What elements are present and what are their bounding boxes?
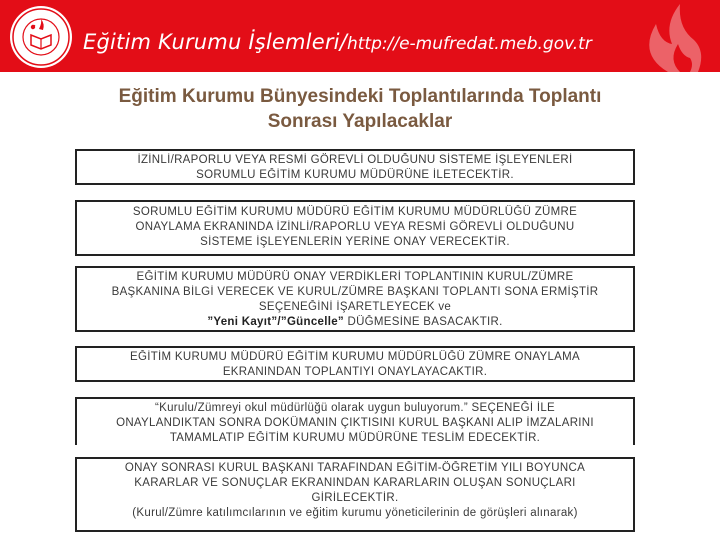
info-box-5	[75, 397, 635, 445]
info-box-2-line-3: SİSTEME İŞLEYENLERİN YERİNE ONAY VERECEKTİR.	[200, 236, 510, 248]
header-banner	[0, 0, 720, 72]
info-box-4-line-2: EKRANINDAN TOPLANTIYI ONAYLAYACAKTIR.	[222, 366, 488, 378]
info-box-5-line-2: ONAYLANDIKTAN SONRA DOKÜMANIN ÇIKTISINI KURUL BAŞKANI ALIP İMZALARINI	[116, 417, 594, 429]
info-box-3-line-4	[77, 315, 633, 330]
info-box-1-line-2: SORUMLU EĞİTİM KURUMU MÜDÜRÜNE İLETECEKTİR.	[196, 169, 514, 181]
info-box-3-line-2: BAŞKANINA BİLGİ VERECEK VE KURUL/ZÜMRE BAŞKANI TOPLANTI SONA ERMİŞTİR	[111, 286, 599, 298]
banner-title-main: Eğitim Kurumu İşlemleri/	[83, 30, 347, 54]
info-box-4	[75, 346, 635, 382]
info-box-2	[75, 200, 635, 256]
heading-line-2: Sonrası Yapılacaklar	[267, 111, 453, 132]
info-box-3	[75, 266, 635, 332]
info-box-2-line-1: SORUMLU EĞİTİM KURUMU MÜDÜRÜ EĞİTİM KURUMU MÜDÜRLÜĞÜ ZÜMRE	[132, 206, 578, 218]
info-box-1	[75, 149, 635, 185]
heading-line-1: Eğitim Kurumu Bünyesindeki Toplantılarında Toplantı	[118, 86, 602, 107]
info-box-3-line-4-rest: DÜĞMESİNE BASACAKTIR.	[343, 316, 503, 328]
info-box-6-line-3: GİRİLECEKTİR.	[311, 492, 399, 504]
info-box-6-line-4: (Kurul/Zümre katılımcılarının ve eğitim kurumu yöneticilerinin de görüşleri alınarak)	[132, 507, 578, 519]
info-box-6-line-2: KARARLAR VE SONUÇLAR EKRANINDAN KARARLARIN OLUŞAN SONUÇLARI	[134, 477, 576, 489]
banner-url: http://e-mufredat.meb.gov.tr	[346, 34, 592, 54]
info-box-4-line-1: EĞİTİM KURUMU MÜDÜRÜ EĞİTİM KURUMU MÜDÜRLÜĞÜ ZÜMRE ONAYLAMA	[129, 351, 581, 363]
info-box-3-line-3: SEÇENEĞİNİ İŞARETLEYECEK ve	[258, 301, 452, 313]
info-box-6-line-1: ONAY SONRASI KURUL BAŞKANI TARAFINDAN EĞİTİM-ÖĞRETİM YILI BOYUNCA	[124, 462, 586, 474]
flame-watermark-icon	[628, 4, 720, 72]
info-box-2-line-2: ONAYLAMA EKRANINDA İZİNLİ/RAPORLU VEYA RESMİ GÖREVLİ OLDUĞUNU	[135, 221, 575, 233]
button-names-text: ”Yeni Kayıt”/”Güncelle”	[207, 316, 344, 328]
ministry-logo-icon	[9, 5, 73, 69]
info-box-6	[75, 457, 635, 532]
info-box-1-line-1: İZİNLİ/RAPORLU VEYA RESMİ GÖREVLİ OLDUĞUNU SİSTEME İŞLEYENLERİ	[137, 154, 573, 166]
info-box-3-line-1: EĞİTİM KURUMU MÜDÜRÜ ONAY VERDİKLERİ TOPLANTININ KURUL/ZÜMRE	[136, 271, 574, 283]
info-box-5-line-1: “Kurulu/Zümreyi okul müdürlüğü olarak uygun buluyorum.” SEÇENEĞİ İLE	[154, 402, 556, 414]
page-heading	[0, 84, 720, 134]
banner-title	[83, 30, 592, 54]
info-box-5-line-3: TAMAMLATIP EĞİTİM KURUMU MÜDÜRÜNE TESLİM EDECEKTİR.	[169, 432, 541, 444]
